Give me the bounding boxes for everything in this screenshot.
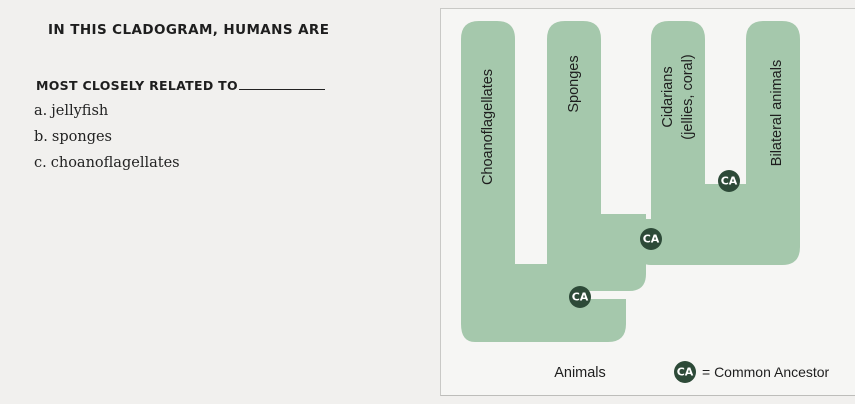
answer-blank (239, 89, 325, 90)
ca-node-bilateral-cnidarians (718, 170, 740, 192)
taxon-label-choanoflagellates: Choanoflagellates (480, 68, 496, 186)
taxon-label-sponges: Sponges (566, 55, 582, 113)
choice-a (34, 101, 180, 127)
ca-node-eumetazoa (640, 228, 662, 250)
choice-c (34, 153, 180, 179)
ca-node-label: CA (720, 174, 738, 188)
choice-letter: c. (34, 155, 47, 171)
taxon-label-cnidarians: Cidarians (660, 66, 676, 128)
cladogram (441, 9, 855, 395)
choice-text: choanoflagellates (50, 155, 180, 171)
taxon-label-cnidarians-examples: (jellies, coral) (680, 54, 696, 140)
ca-node-animals (569, 286, 591, 308)
legend-ca-badge (674, 361, 696, 383)
answer-choices (34, 101, 180, 179)
legend-text: = Common Ancestor (702, 364, 830, 380)
legend-badge-label: CA (676, 365, 694, 379)
cladogram-branches (461, 21, 800, 342)
root-label-animals: Animals (554, 365, 606, 381)
question-prompt (36, 78, 325, 93)
choice-letter: a. (34, 103, 48, 119)
choice-letter: b. (34, 129, 48, 145)
question-prompt-text: MOST CLOSELY RELATED TO (36, 78, 238, 93)
ca-node-label: CA (642, 232, 660, 246)
taxon-label-bilateral-animals: Bilateral animals (769, 59, 785, 167)
cladogram-card (440, 8, 855, 396)
choice-text: sponges (51, 129, 113, 145)
legend (674, 361, 830, 383)
branch-sponges-clade (547, 21, 646, 291)
choice-text: jellyfish (51, 103, 109, 119)
choice-b (34, 127, 180, 153)
question-title: IN THIS CLADOGRAM, HUMANS ARE (48, 22, 330, 38)
ca-node-label: CA (571, 290, 589, 304)
